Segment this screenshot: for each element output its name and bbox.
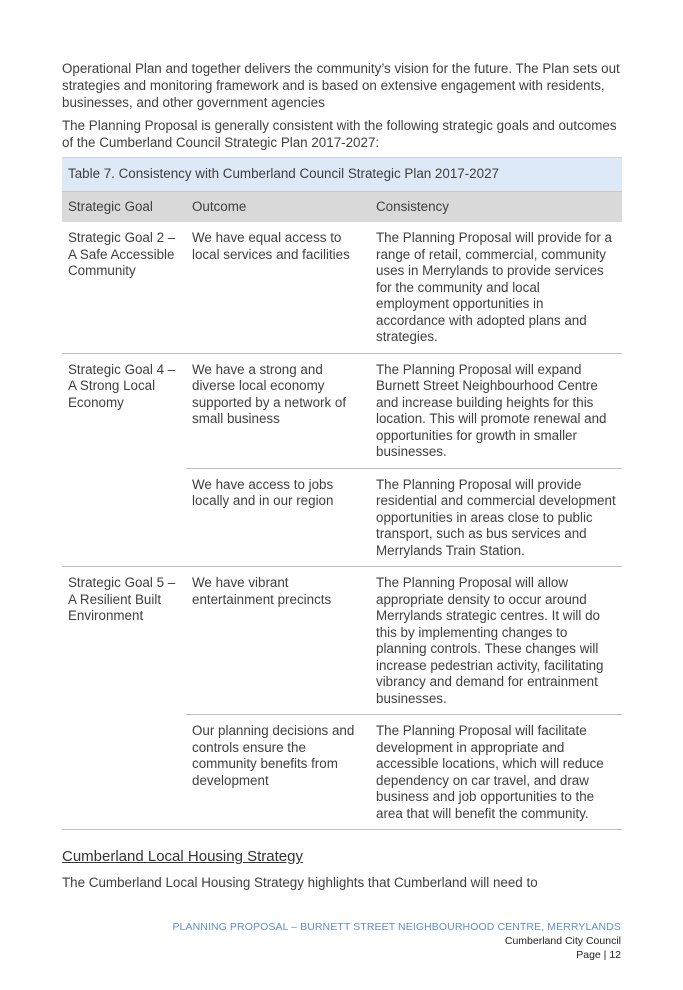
document-page (62, 60, 622, 897)
section-paragraph: The Cumberland Local Housing Strategy highlights that Cumberland will need to (62, 875, 538, 890)
consistency-cell: The Planning Proposal will facilitate development in appropriate and accessible locations, which will reduce dependency on car travel, and draw business and job opportunities to the area that will benefit the community. (370, 715, 622, 830)
consistency-cell: The Planning Proposal will expand Burnett Street Neighbourhood Centre and increase building heights for this location. This will promote renewal and opportunities for growth in smaller businesses. (370, 353, 622, 468)
consistency-cell: The Planning Proposal will allow appropriate density to occur around Merrylands strategic centres. It will do this by implementing changes to planning controls. These changes will increase pedestrian activity, facilitating vibrancy and demand for entrainment businesses. (370, 567, 622, 715)
footer-organisation: Cumberland City Council (504, 935, 621, 947)
table-row (62, 715, 622, 830)
footer-document-title: PLANNING PROPOSAL – BURNETT STREET NEIGHBOURHOOD CENTRE, MERRYLANDS (172, 921, 621, 933)
table-row (62, 353, 622, 468)
table-caption: Table 7. Consistency with Cumberland Council Strategic Plan 2017-2027 (62, 158, 622, 192)
table-row (62, 567, 622, 715)
outcome-cell: Our planning decisions and controls ensure the community benefits from development (186, 715, 370, 830)
header-consistency: Consistency (370, 192, 622, 223)
goal-cell (62, 468, 186, 567)
consistency-table (62, 157, 622, 830)
goal-cell: Strategic Goal 4 – A Strong Local Economy (62, 353, 186, 468)
header-outcome: Outcome (186, 192, 370, 223)
outcome-cell: We have equal access to local services and facilities (192, 230, 350, 262)
intro-paragraph: Operational Plan and together delivers the community’s vision for the future. The Plan sets out strategies and monitoring framework and is based on extensive engagement with residents, businesses, and other government agencies (62, 61, 620, 110)
table-header-row (62, 192, 622, 223)
outcome-cell: We have access to jobs locally and in our region (186, 468, 370, 567)
table-row (62, 222, 622, 353)
table-caption-row (62, 158, 622, 192)
table-row (62, 468, 622, 567)
outcome-cell: We have a strong and diverse local economy supported by a network of small business (186, 353, 370, 468)
goal-cell (62, 715, 186, 830)
page-number: Page | 12 (576, 949, 621, 961)
consistency-cell: The Planning Proposal will provide residential and commercial development opportunities in areas close to public transport, such as bus services and Merrylands Train Station. (370, 468, 622, 567)
goal-cell: Strategic Goal 5 – A Resilient Built Environment (62, 567, 186, 715)
outcome-cell: We have vibrant entertainment precincts (186, 567, 370, 715)
page-footer (172, 920, 621, 962)
consistency-cell: The Planning Proposal will provide for a range of retail, commercial, community uses in Merrylands to provide services for the community and local employment opportunities in accordance with adopted plans and strategies. (376, 230, 612, 344)
goal-cell: Strategic Goal 2 – A Safe Accessible Community (68, 230, 176, 278)
section-heading: Cumberland Local Housing Strategy (62, 848, 303, 865)
lead-paragraph: The Planning Proposal is generally consistent with the following strategic goals and outcomes of the Cumberland Council Strategic Plan 2017-2027: (62, 118, 617, 150)
header-strategic-goal: Strategic Goal (62, 192, 186, 223)
